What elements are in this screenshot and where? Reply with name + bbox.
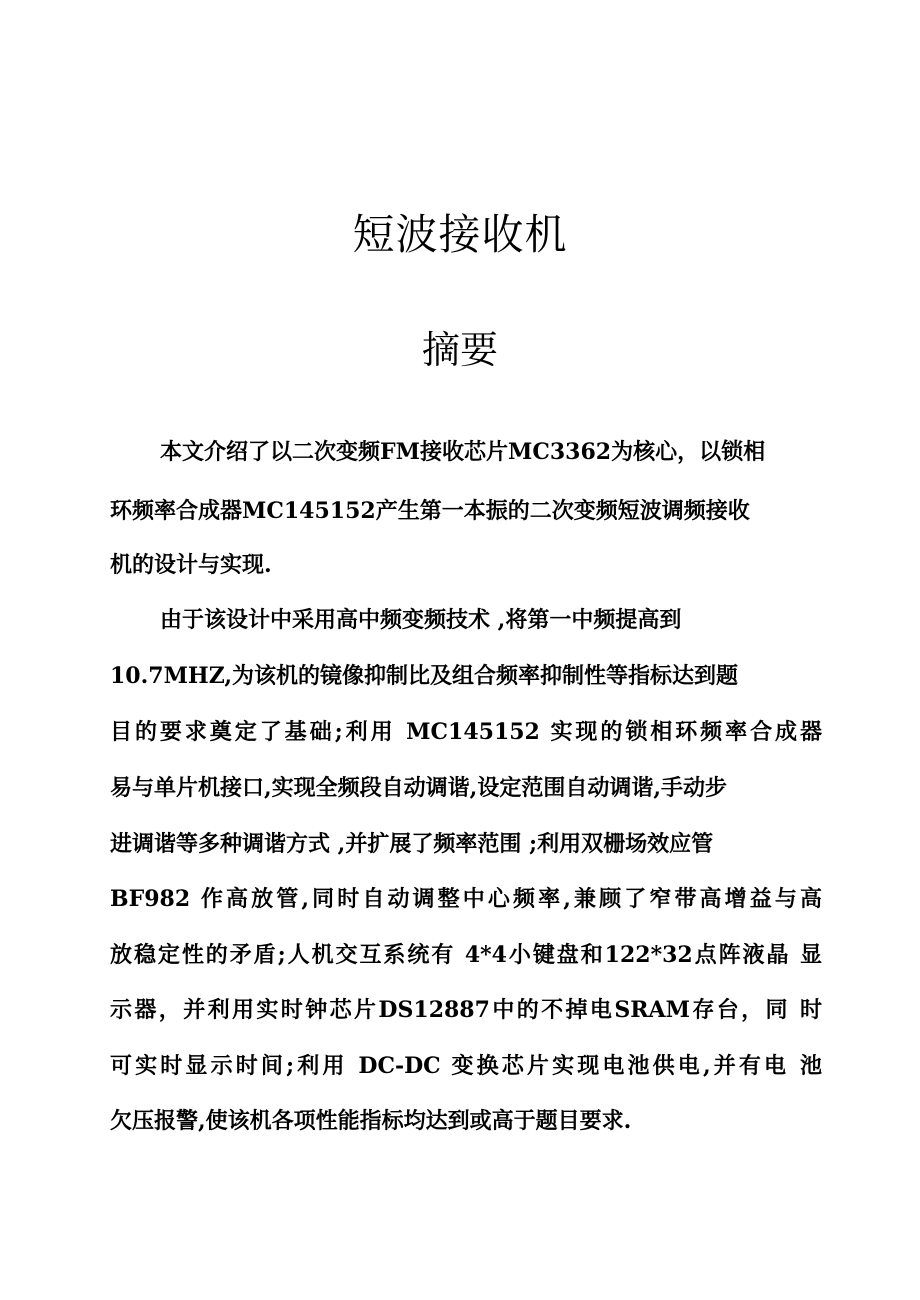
abstract-line: 本文介绍了以二次变频FM接收芯片MC3362为核心，以锁相: [160, 439, 766, 465]
abstract-line: 可实时显示时间;利用 DC-DC 变换芯片实现电池供电,并有电 池: [110, 1053, 822, 1079]
abstract-line: 放稳定性的矛盾;人机交互系统有 4*4小键盘和122*32点阵液晶 显: [110, 942, 822, 968]
abstract-line: 机的设计与实现.: [110, 552, 272, 578]
abstract-line: 欠压报警,使该机各项性能指标均达到或高于题目要求.: [110, 1108, 632, 1134]
abstract-line: 进调谐等多种调谐方式 ,并扩展了频率范围 ;利用双栅场效应管: [110, 831, 714, 857]
abstract-heading: 摘要: [421, 328, 498, 372]
abstract-line: 示器，并利用实时钟芯片DS12887中的不掉电SRAM存台，同 时: [110, 997, 822, 1023]
abstract-line: 10.7MHZ,为该机的镜像抑制比及组合频率抑制性等指标达到题: [110, 663, 739, 689]
abstract-line: 目的要求奠定了基础;利用 MC145152 实现的锁相环频率合成器: [110, 719, 822, 745]
abstract-line: 由于该设计中采用高中频变频技术 ,将第一中频提高到: [160, 607, 682, 633]
abstract-line: 易与单片机接口,实现全频段自动调谐,设定范围自动调谐,手动步: [110, 775, 727, 801]
abstract-line: 环频率合成器MC145152产生第一本振的二次变频短波调频接收: [110, 498, 750, 524]
document-title: 短波接收机: [352, 210, 568, 259]
abstract-line: BF982 作高放管,同时自动调整中心频率,兼顾了窄带高增益与高: [110, 886, 822, 912]
